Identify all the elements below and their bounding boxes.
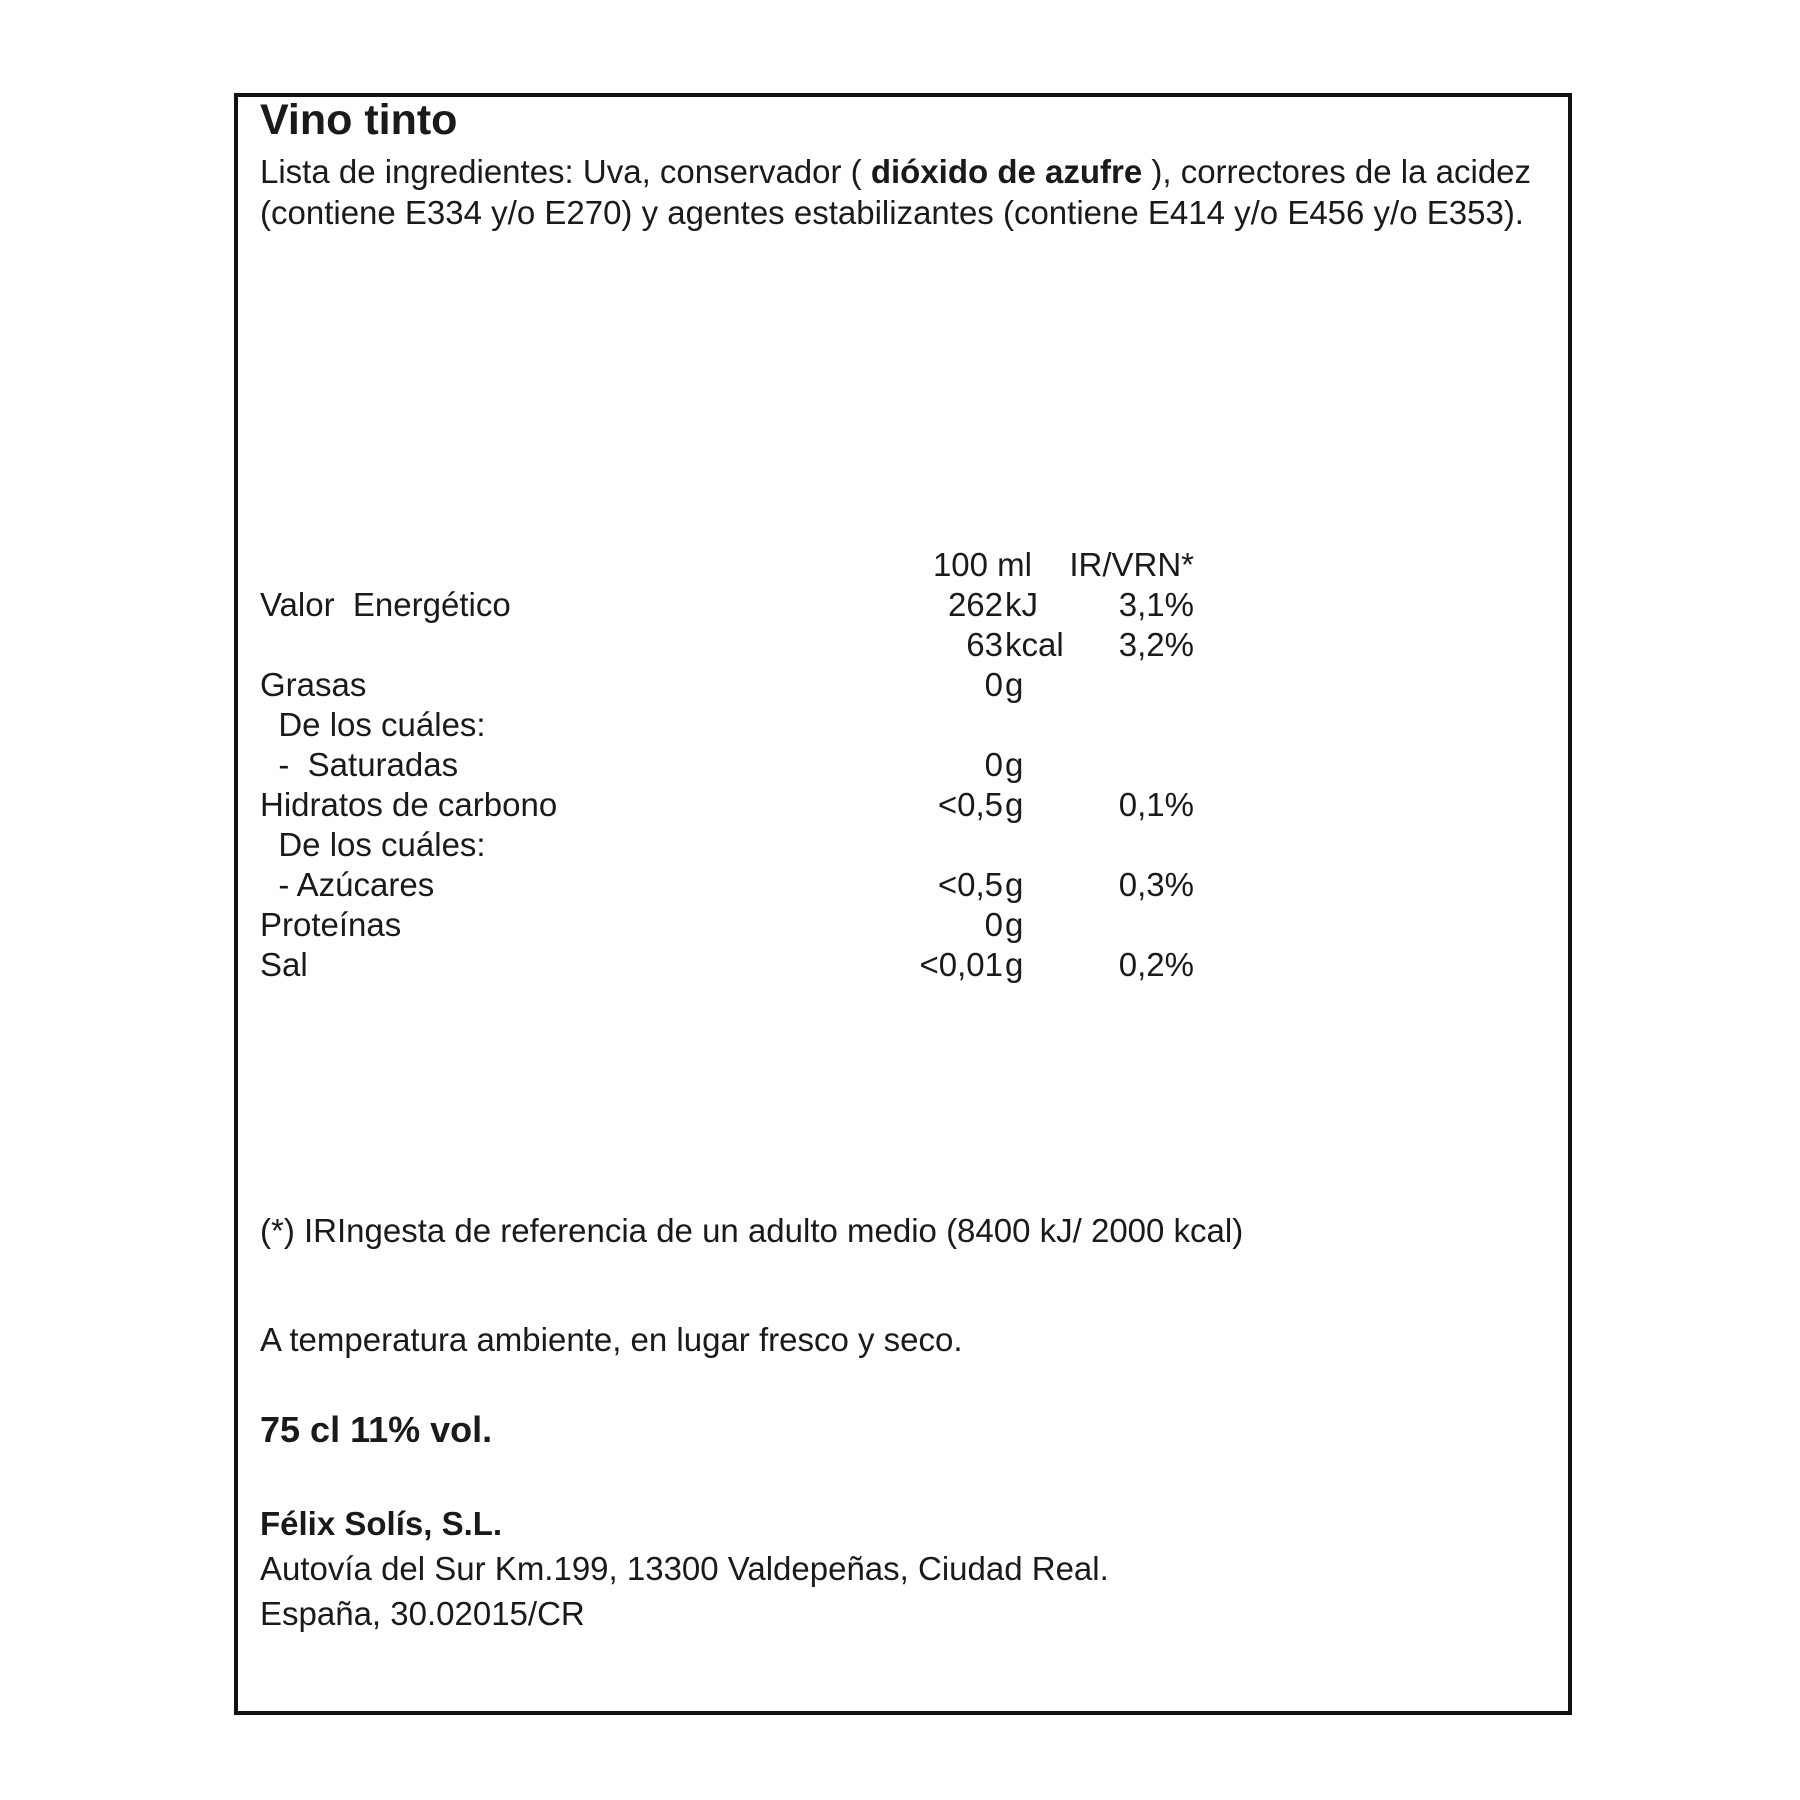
nutrient-unit: g xyxy=(1005,746,1024,783)
product-title: Vino tinto xyxy=(260,96,458,144)
nutrient-value: <0,5 xyxy=(937,786,1003,823)
nutrient-value: 0 xyxy=(984,666,1003,703)
rdi-footnote: (*) IRIngesta de referencia de un adulto medio (8400 kJ/ 2000 kcal) xyxy=(260,1212,1244,1249)
nutrient-label: Valor Energético xyxy=(260,586,511,623)
ingredients-text-start: Lista de ingredientes: Uva, conservador ( xyxy=(260,153,871,190)
nutrient-rdi: 0,3% xyxy=(1118,866,1194,903)
nutrient-rdi: 3,1% xyxy=(1118,586,1194,623)
nutrient-unit: g xyxy=(1005,666,1024,703)
producer-address: Autovía del Sur Km.199, 13300 Valdepeñas, Ciudad Real. xyxy=(260,1550,1109,1587)
nutrient-unit: kJ xyxy=(1005,586,1038,623)
nutrient-value: <0,01 xyxy=(919,946,1003,983)
volume-alcohol: 75 cl 11% vol. xyxy=(260,1409,493,1450)
nutrient-value: 262 xyxy=(947,586,1003,623)
producer-name: Félix Solís, S.L. xyxy=(260,1505,503,1542)
nutrient-unit: g xyxy=(1005,786,1024,823)
allergen-highlight: dióxido de azufre xyxy=(870,153,1143,190)
nutrient-value: <0,5 xyxy=(937,866,1003,903)
nutrient-unit: g xyxy=(1005,906,1024,943)
nutrient-value: 63 xyxy=(966,626,1003,663)
nutrient-label: De los cuáles: xyxy=(260,826,486,863)
nutrient-label: De los cuáles: xyxy=(260,706,486,743)
nutrition-header-amount: 100 ml xyxy=(932,546,1032,583)
nutrient-value: 0 xyxy=(984,906,1003,943)
nutrient-label: - Azúcares xyxy=(260,866,435,903)
nutrient-rdi: 3,2% xyxy=(1118,626,1194,663)
nutrient-label: Grasas xyxy=(260,666,367,703)
nutrient-rdi: 0,2% xyxy=(1118,946,1194,983)
nutrient-value: 0 xyxy=(984,746,1003,783)
nutrient-label: - Saturadas xyxy=(260,746,459,783)
nutrient-label: Proteínas xyxy=(260,906,402,943)
nutrient-unit: kcal xyxy=(1005,626,1064,663)
nutrient-unit: g xyxy=(1005,946,1024,983)
nutrition-header-rdi: IR/VRN* xyxy=(1069,546,1194,583)
ingredients-text-end: ), correctores de la acidez (contiene E334 y/o E270) y agentes estabilizantes (contiene E414 y/o E456 y/o E353). xyxy=(260,153,1532,231)
nutrient-label: Sal xyxy=(260,946,308,983)
nutrient-unit: g xyxy=(1005,866,1024,903)
ingredients-list xyxy=(260,151,1555,233)
producer-registry: España, 30.02015/CR xyxy=(260,1595,585,1632)
nutrient-rdi: 0,1% xyxy=(1118,786,1194,823)
nutrient-label: Hidratos de carbono xyxy=(260,786,558,823)
storage-instructions: A temperatura ambiente, en lugar fresco y seco. xyxy=(260,1321,963,1358)
